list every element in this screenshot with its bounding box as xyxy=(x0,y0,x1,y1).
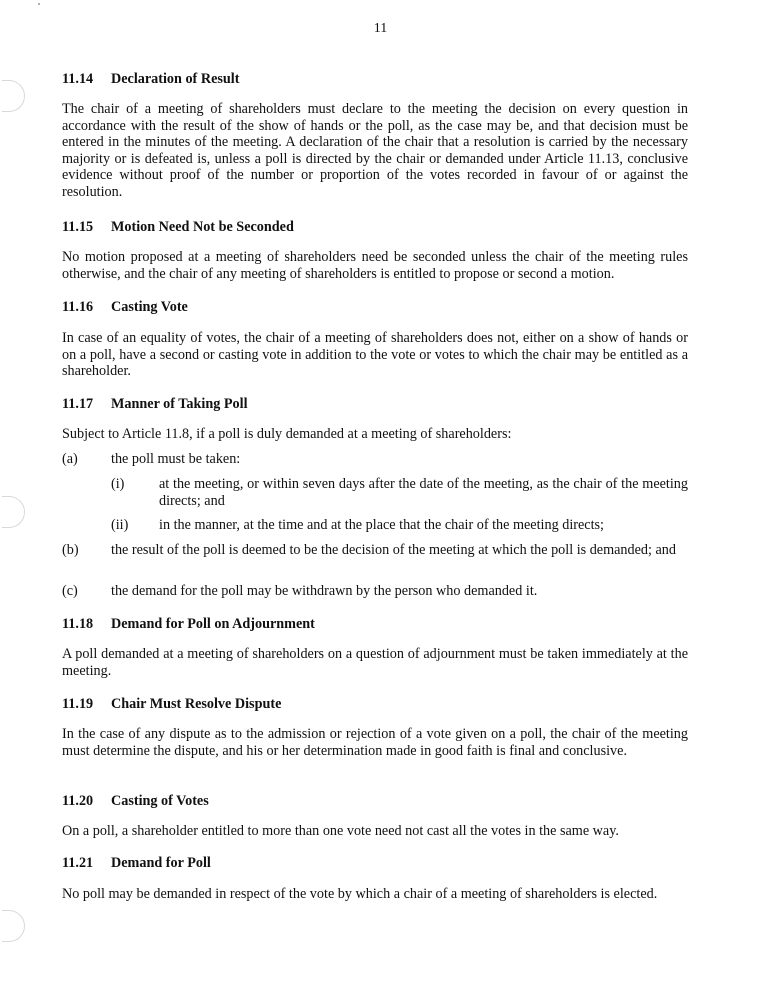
section-number: 11.16 xyxy=(62,299,94,315)
section-number: 11.14 xyxy=(62,71,94,87)
section-heading-11-15 xyxy=(62,219,294,236)
page-number: 11 xyxy=(373,21,388,36)
list-label-b: (b) xyxy=(62,542,79,558)
section-heading-11-21 xyxy=(62,855,211,872)
section-heading-11-19 xyxy=(62,696,281,713)
scan-speck xyxy=(38,3,40,5)
list-item-a: the poll must be taken: xyxy=(111,451,241,467)
section-number: 11.19 xyxy=(62,696,94,712)
section-body-11-19: In the case of any dispute as to the admission or rejection of a vote given on a poll, the chair of the meeting must determine the dispute, and his or her determination made in good faith is final and conclusive. xyxy=(62,726,688,759)
list-item-b: the result of the poll is deemed to be the decision of the meeting at which the poll is demanded; and xyxy=(111,542,676,558)
section-number: 11.15 xyxy=(62,219,94,235)
section-title: Demand for Poll xyxy=(111,855,211,871)
section-heading-11-20 xyxy=(62,793,209,810)
section-number: 11.21 xyxy=(62,855,94,871)
punch-hole-mark xyxy=(2,910,25,942)
section-intro-11-17: Subject to Article 11.8, if a poll is duly demanded at a meeting of shareholders: xyxy=(62,426,512,442)
list-item-a-ii: in the manner, at the time and at the place that the chair of the meeting directs; xyxy=(159,517,604,533)
section-heading-11-18 xyxy=(62,616,315,633)
section-title: Chair Must Resolve Dispute xyxy=(111,696,282,712)
section-title: Manner of Taking Poll xyxy=(111,396,248,412)
section-body-11-15: No motion proposed at a meeting of shareholders need be seconded unless the chair of the meeting rules otherwise, and the chair of any meeting of shareholders is entitled to propose or second a motion. xyxy=(62,249,688,282)
section-heading-11-17 xyxy=(62,396,248,413)
list-item-c: the demand for the poll may be withdrawn by the person who demanded it. xyxy=(111,583,538,599)
section-body-11-16: In case of an equality of votes, the chair of a meeting of shareholders does not, either on a show of hands or on a poll, have a second or casting vote in addition to the vote or votes to which the chair may be entitled as a shareholder. xyxy=(62,330,688,380)
section-number: 11.18 xyxy=(62,616,94,632)
list-label-a-i: (i) xyxy=(111,476,125,492)
punch-hole-mark xyxy=(2,80,25,112)
section-title: Casting Vote xyxy=(111,299,188,315)
section-body-11-18: A poll demanded at a meeting of shareholders on a question of adjournment must be taken immediately at the meeting. xyxy=(62,646,688,679)
section-number: 11.20 xyxy=(62,793,94,809)
list-label-a: (a) xyxy=(62,451,78,467)
list-label-a-ii: (ii) xyxy=(111,517,129,533)
section-title: Casting of Votes xyxy=(111,793,209,809)
punch-hole-mark xyxy=(2,496,25,528)
section-title: Motion Need Not be Seconded xyxy=(111,219,294,235)
section-body-11-20: On a poll, a shareholder entitled to more than one vote need not cast all the votes in the same way. xyxy=(62,823,619,839)
section-heading-11-16 xyxy=(62,299,188,316)
section-title: Demand for Poll on Adjournment xyxy=(111,616,315,632)
section-body-11-21: No poll may be demanded in respect of the vote by which a chair of a meeting of shareholders is elected. xyxy=(62,886,658,902)
list-label-c: (c) xyxy=(62,583,78,599)
section-title: Declaration of Result xyxy=(111,71,240,87)
section-number: 11.17 xyxy=(62,396,94,412)
list-item-a-i: at the meeting, or within seven days after the date of the meeting, as the chair of the meeting directs; and xyxy=(159,476,688,509)
section-body-11-14: The chair of a meeting of shareholders must declare to the meeting the decision on every question in accordance with the result of the show of hands or the poll, as the case may be, and that decision must be entered in the minutes of the meeting. A declaration of the chair that a resolution is carried by the necessary majority or is defeated is, unless a poll is directed by the chair or demanded under Article 11.13, conclusive evidence without proof of the number or proportion of the votes recorded in favour of or against the resolution. xyxy=(62,101,688,200)
section-heading-11-14 xyxy=(62,71,239,88)
